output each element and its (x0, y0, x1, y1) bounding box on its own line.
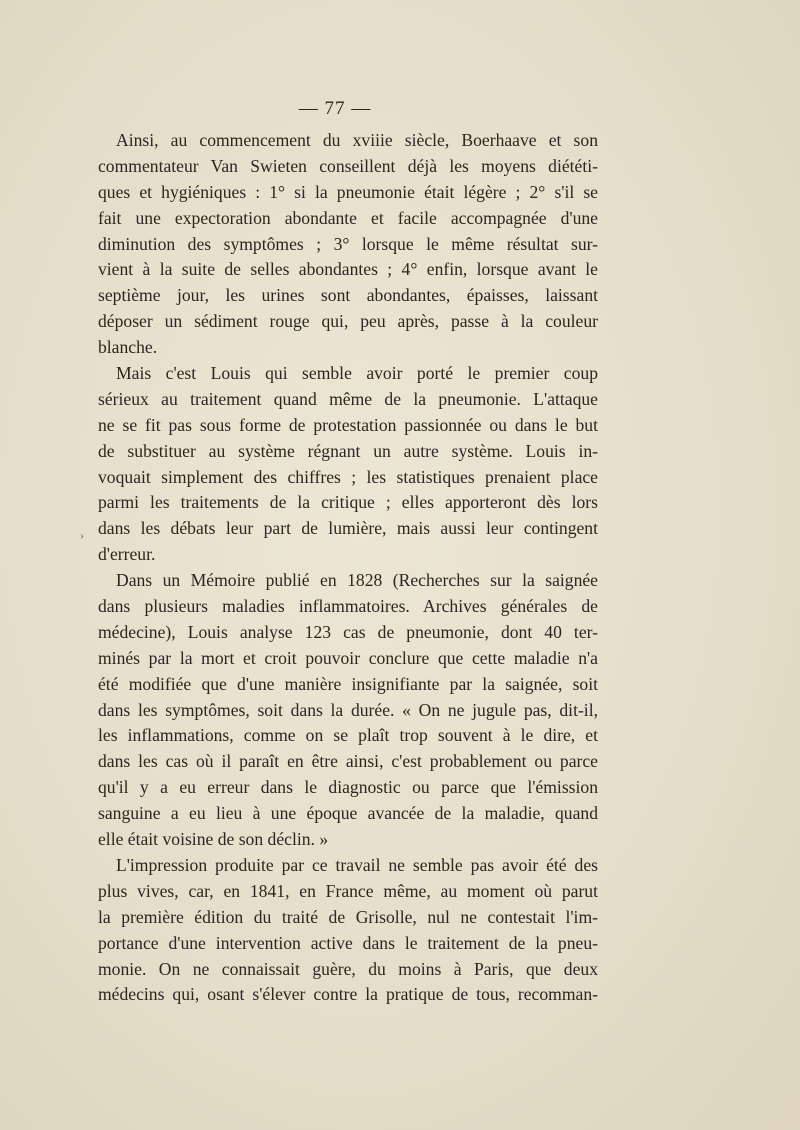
text-line: qu'il y a eu erreur dans le diagnostic ou parce que l'émission (98, 777, 598, 798)
margin-mark: › (80, 528, 84, 542)
text-line: dans les symptômes, soit dans la durée. « On ne jugule pas, dit-il, (98, 699, 598, 720)
text-line: vient à la suite de selles abondantes ; 4° enfin, lorsque avant le (98, 259, 598, 280)
text-line: septième jour, les urines sont abondantes, épaisses, laissant (98, 285, 598, 306)
text-line: dans les cas où il paraît en être ainsi, c'est probablement ou parce (98, 751, 598, 772)
text-line: médecins qui, osant s'élever contre la pratique de tous, recomman- (98, 984, 598, 1005)
text-line: Ainsi, au commencement du xviiie siècle, Boerhaave et son (116, 130, 598, 150)
text-line: voquait simplement des chiffres ; les statistiques prenaient place (98, 466, 598, 487)
text-line: été modifiée que d'une manière insignifiante par la saignée, soit (98, 673, 598, 694)
text-line: médecine), Louis analyse 123 cas de pneumonie, dont 40 ter- (98, 621, 598, 642)
text-line: dans les débats leur part de lumière, mais aussi leur contingent (98, 518, 598, 539)
text-line: elle était voisine de son déclin. » (98, 829, 329, 850)
text-line: de substituer au système régnant un autre système. Louis in- (98, 440, 598, 461)
body-text (98, 128, 598, 1008)
text-line: minés par la mort et croit pouvoir conclure que cette maladie n'a (98, 647, 598, 668)
text-line: sanguine a eu lieu à une époque avancée de la maladie, quand (98, 803, 598, 824)
text-line: ques et hygiéniques : 1° si la pneumonie était légère ; 2° s'il se (98, 181, 598, 202)
text-line: la première édition du traité de Grisolle, nul ne contestait l'im- (98, 906, 598, 927)
text-line: parmi les traitements de la critique ; elles apporteront dès lors (98, 492, 598, 513)
text-line: les inflammations, comme on se plaît trop souvent à le dire, et (98, 725, 598, 746)
text-line: blanche. (98, 337, 158, 358)
text-line: d'erreur. (98, 544, 156, 565)
page-number: — 77 — (298, 98, 372, 119)
text-line: commentateur Van Swieten conseillent déjà les moyens diététi- (98, 155, 598, 176)
text-line: sérieux au traitement quand même de la pneumonie. L'attaque (98, 388, 598, 409)
text-line: L'impression produite par ce travail ne semble pas avoir été des (116, 854, 598, 875)
text-line: déposer un sédiment rouge qui, peu après, passe à la couleur (98, 311, 598, 332)
text-line: Mais c'est Louis qui semble avoir porté le premier coup (116, 363, 598, 384)
text-line: plus vives, car, en 1841, en France même, au moment où parut (98, 880, 598, 901)
text-line: portance d'une intervention active dans le traitement de la pneu- (98, 932, 598, 953)
text-line: fait une expectoration abondante et facile accompagnée d'une (98, 207, 598, 228)
text-line: diminution des symptômes ; 3° lorsque le même résultat sur- (98, 233, 598, 254)
text-line: Dans un Mémoire publié en 1828 (Recherches sur la saignée (116, 570, 598, 591)
text-line: dans plusieurs maladies inflammatoires. Archives générales de (98, 596, 598, 617)
text-line: ne se fit pas sous forme de protestation passionnée ou dans le but (98, 414, 598, 435)
text-line: monie. On ne connaissait guère, du moins à Paris, que deux (98, 958, 598, 979)
